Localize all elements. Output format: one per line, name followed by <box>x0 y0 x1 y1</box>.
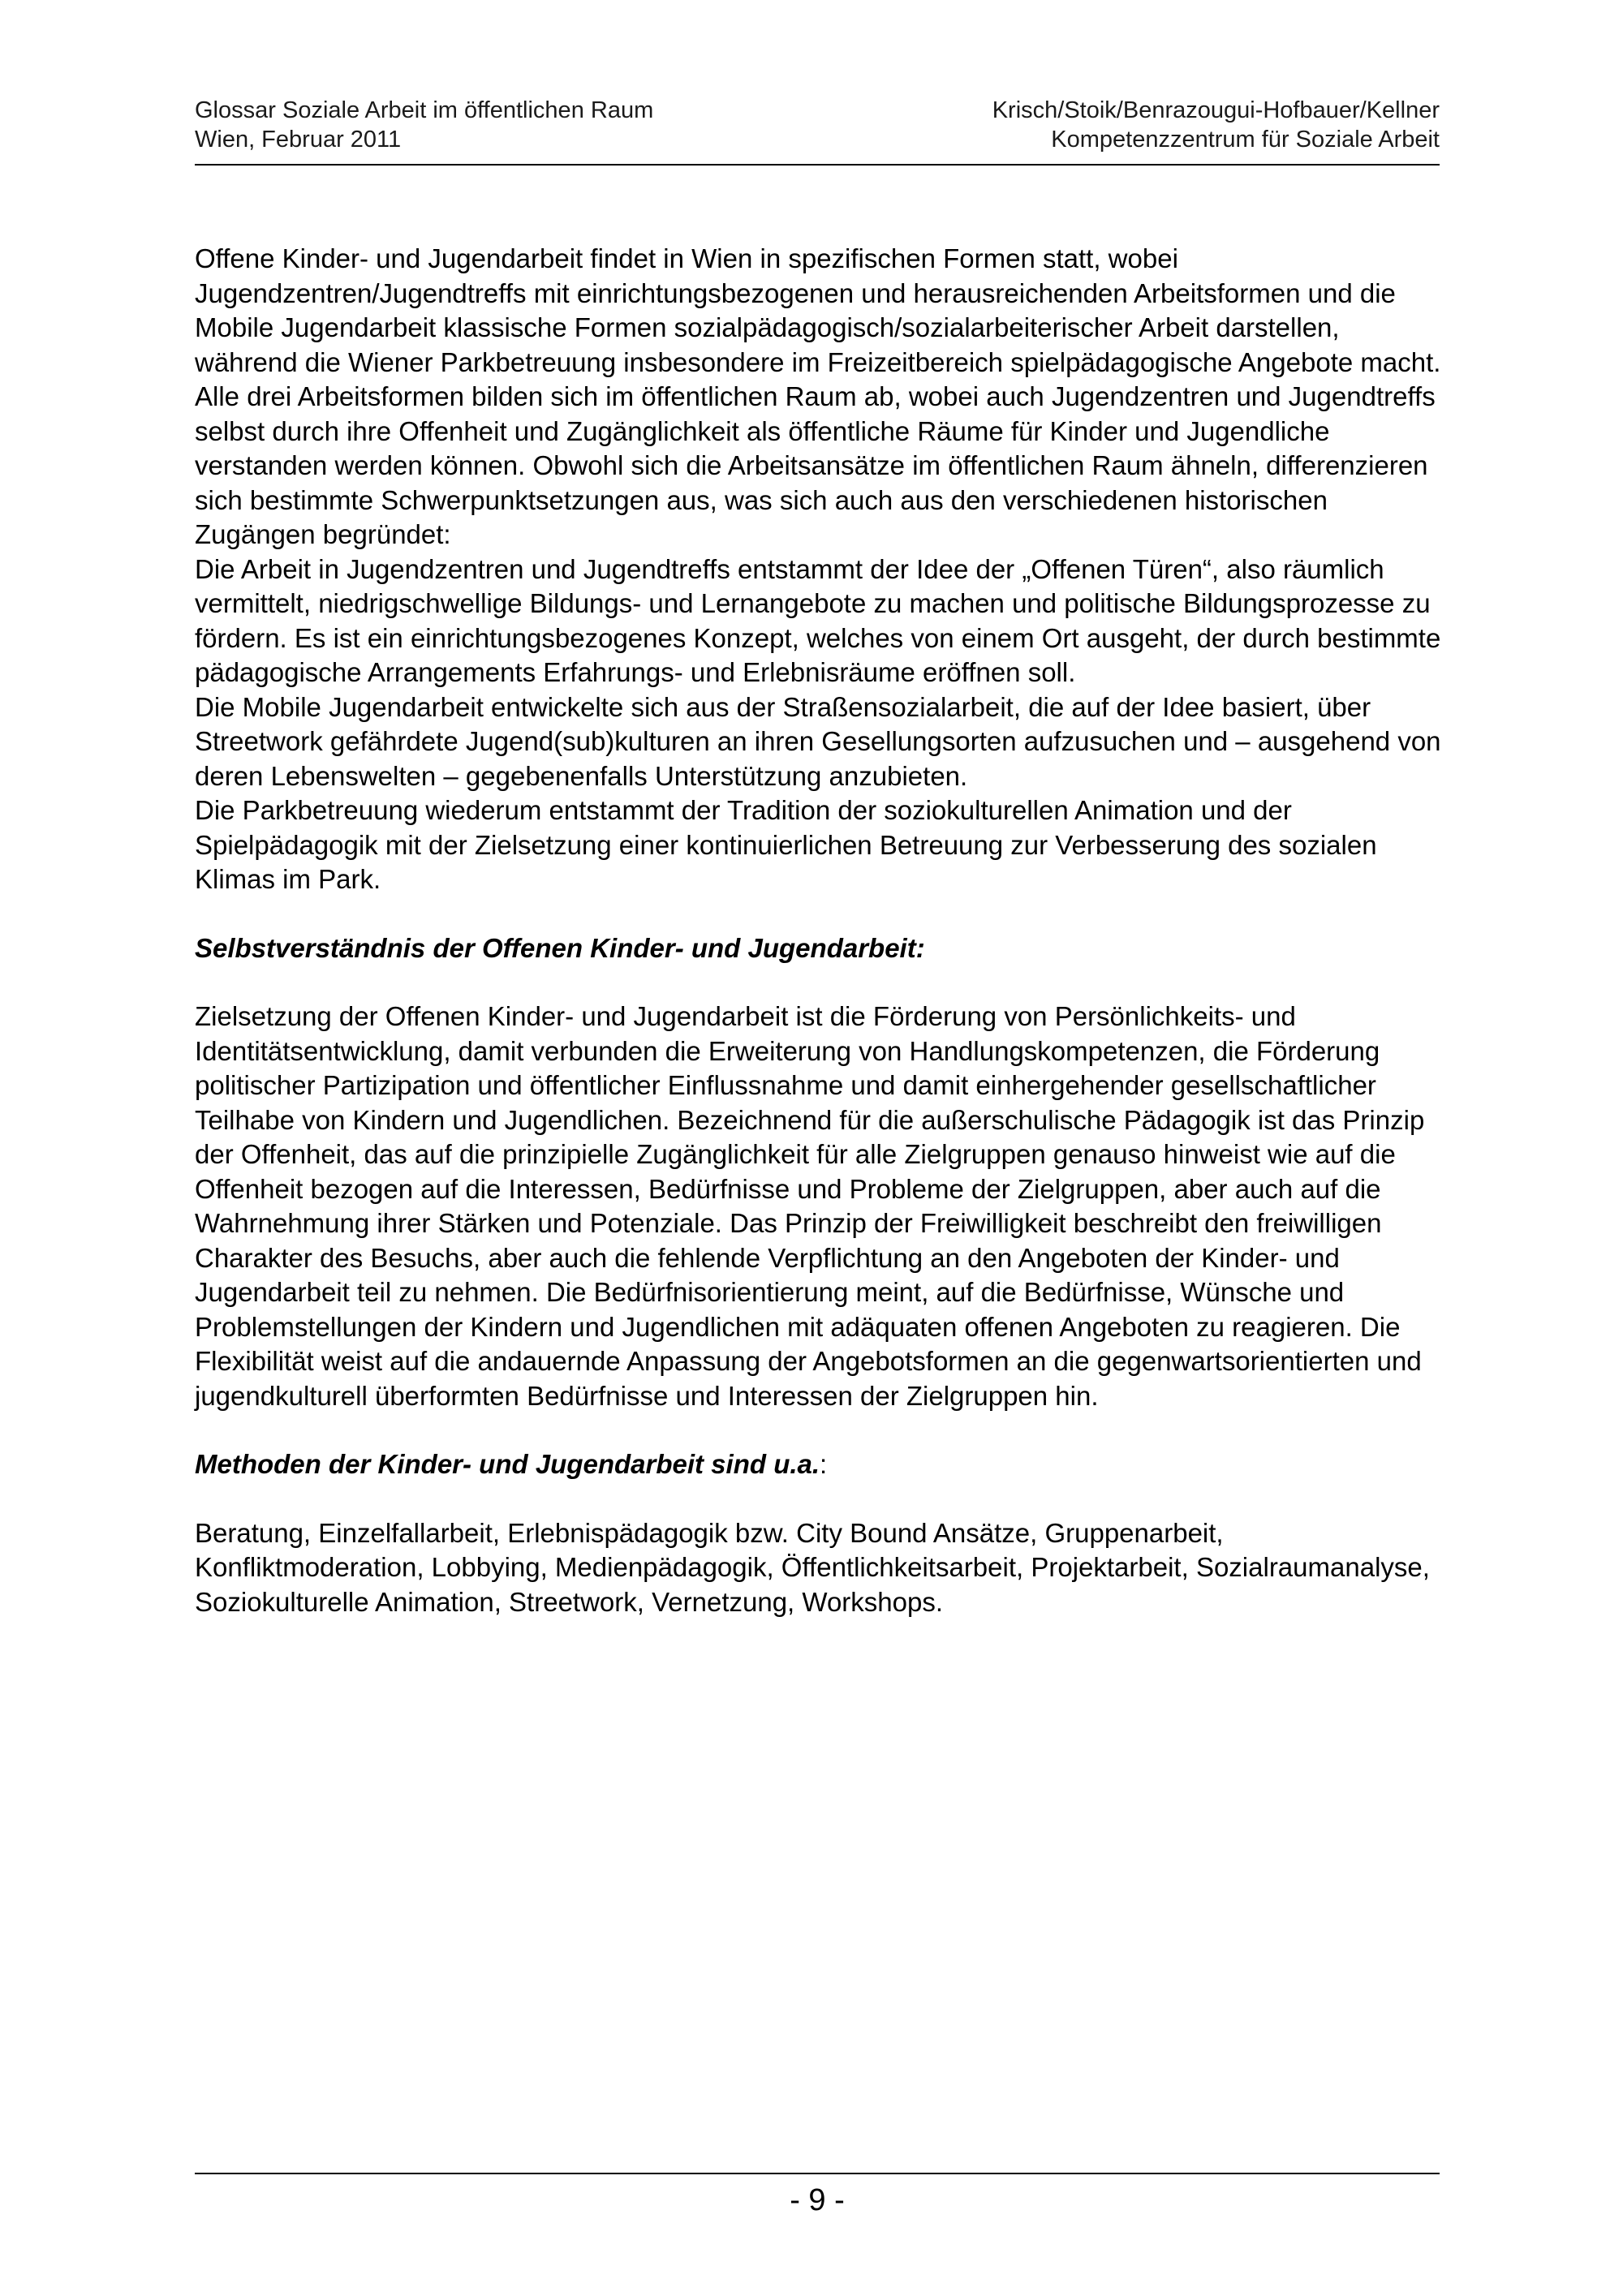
paragraph-workforms: Alle drei Arbeitsformen bilden sich im öffentlichen Raum ab, wobei auch Jugendzentren und Jugendtreffs selbst durch ihre Offenheit und Zugänglichkeit als öffentliche Räume für Kinder und Jugendliche verstanden werden können. Obwohl sich die Arbeitsansätze im öffentlichen Raum ähneln, differenzieren sich bestimmte Schwerpunktsetzungen aus, was sich auch aus den verschiedenen historischen Zugängen begründet: <box>195 381 1436 549</box>
paragraph-self-image: Zielsetzung der Offenen Kinder- und Jugendarbeit ist die Förderung von Persönlichkeits- und Identitätsentwicklung, damit verbunden die Erweiterung von Handlungskompetenzen, die Förderung politischer Partizipation und öffentlicher Einflussnahme und damit einhergehender gesellschaftlicher Teilhabe von Kindern und Jugendlichen. Bezeichnend für die außerschulische Pädagogik ist das Prinzip der Offenheit, das auf die prinzipielle Zugänglichkeit für alle Zielgruppen genauso hinweist wie auf die Offenheit bezogen auf die Interessen, Bedürfnisse und Probleme der Zielgruppen, aber auch auf die Wahrnehmung ihrer Stärken und Potenziale. Das Prinzip der Freiwilligkeit beschreibt den freiwilligen Charakter des Besuchs, aber auch die fehlende Verpflichtung an den Angeboten der Kinder- und Jugendarbeit teil zu nehmen. Die Bedürfnisorientierung meint, auf die Bedürfnisse, Wünsche und Problemstellungen der Kindern und Jugendlichen mit adäquaten offenen Angeboten zu reagieren. Die Flexibilität weist auf die andauernde Anpassung der Angebotsformen an die gegenwartsorientierten und jugendkulturell überformten Bedürfnisse und Interessen der Zielgruppen hin. <box>195 1001 1425 1411</box>
section-heading-methods-colon: : <box>820 1449 828 1479</box>
section-heading-methods <box>195 1447 1444 1482</box>
page-footer <box>195 2173 1440 2220</box>
header-authors: Krisch/Stoik/Benrazougui-Hofbauer/Kellner <box>992 97 1440 123</box>
paragraph-mobile-youth-work: Die Mobile Jugendarbeit entwickelte sich aus der Straßensozialarbeit, die auf der Idee basiert, über Streetwork gefährdete Jugend(sub)kulturen an ihren Gesellungsorten aufzusuchen und – ausgehend von deren Lebenswelten – gegebenenfalls Unterstützung anzubieten. <box>195 691 1441 791</box>
paragraph-park-care: Die Parkbetreuung wiederum entstammt der Tradition der soziokulturellen Animation und der Spielpädagogik mit der Zielsetzung einer kontinuierlichen Betreuung zur Verbesserung des sozialen Klimas im Park. <box>195 795 1377 894</box>
section-heading-self-image: Selbstverständnis der Offenen Kinder- und Jugendarbeit: <box>195 932 925 963</box>
header-left <box>195 96 653 154</box>
paragraph-intro: Offene Kinder- und Jugendarbeit findet in Wien in spezifischen Formen statt, wobei Jugendzentren/Jugendtreffs mit einrichtungsbezogenen und herausreichenden Arbeitsformen und die Mobile Jugendarbeit klassische Formen sozialpädagogisch/sozialarbeiterischer Arbeit darstellen, während die Wiener Parkbetreuung insbesondere im Freizeitbereich spielpädagogische Angebote macht. <box>195 243 1441 377</box>
header-right <box>992 96 1440 154</box>
header-date: Wien, Februar 2011 <box>195 127 402 153</box>
page-number: - 9 - <box>790 2183 845 2217</box>
header-organization: Kompetenzzentrum für Soziale Arbeit <box>1051 127 1440 153</box>
paragraph-youth-centers: Die Arbeit in Jugendzentren und Jugendtreffs entstammt der Idee der „Offenen Türen“, also räumlich vermittelt, niedrigschwellige Bildungs- und Lernangebote zu machen und politische Bildungsprozesse zu fördern. Es ist ein einrichtungsbezogenes Konzept, welches von einem Ort ausgeht, der durch bestimmte pädagogische Arrangements Erfahrungs- und Erlebnisräume eröffnen soll. <box>195 553 1441 687</box>
section-heading-methods-text: Methoden der Kinder- und Jugendarbeit sind u.a. <box>195 1449 820 1479</box>
page-header <box>195 96 1440 166</box>
header-document-title: Glossar Soziale Arbeit im öffentlichen Raum <box>195 97 654 123</box>
page-content <box>195 242 1444 1619</box>
paragraph-methods-list: Beratung, Einzelfallarbeit, Erlebnispädagogik bzw. City Bound Ansätze, Gruppenarbeit, Konfliktmoderation, Lobbying, Medienpädagogik, Öffentlichkeitsarbeit, Projektarbeit, Sozialraumanalyse, Soziokulturelle Animation, Streetwork, Vernetzung, Workshops. <box>195 1517 1430 1617</box>
